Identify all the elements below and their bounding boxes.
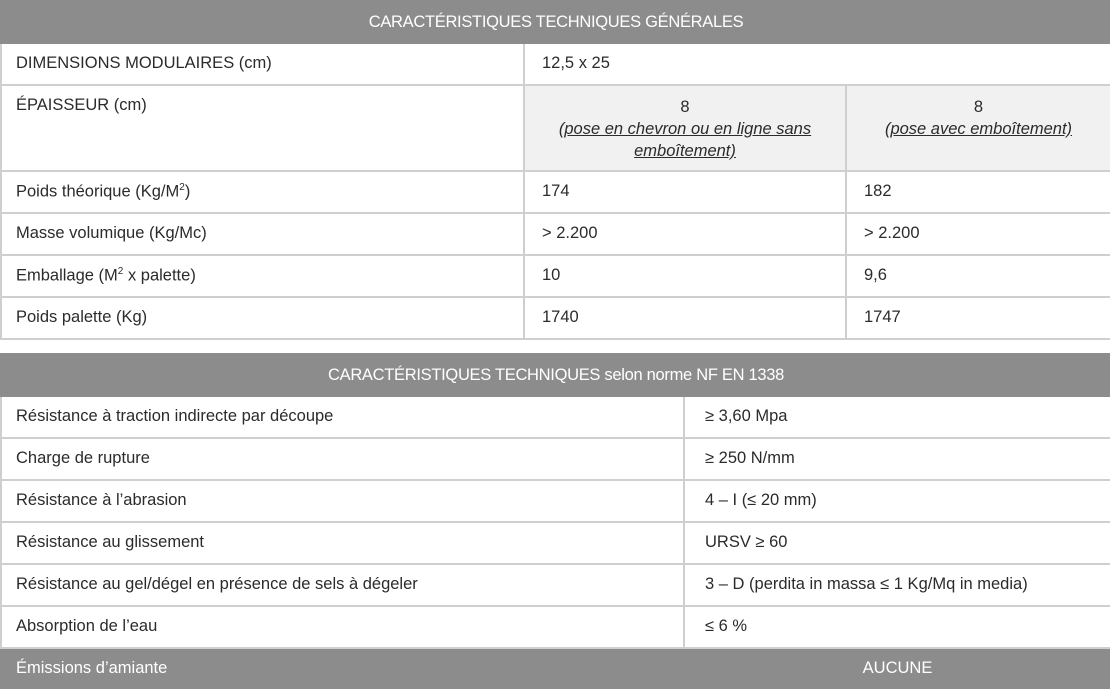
row-value-2: 1747: [846, 297, 1110, 339]
epaisseur-col2-value: 8: [973, 98, 984, 116]
row-value-1: > 2.200: [524, 213, 846, 255]
norm-row-value: ≤ 6 %: [684, 606, 1110, 648]
row-label-sup: 2: [117, 266, 124, 277]
row-label-text: ): [184, 182, 191, 201]
norm-row-label: Résistance à l’abrasion: [1, 480, 684, 522]
asbestos-value: AUCUNE: [684, 648, 1110, 688]
epaisseur-label: ÉPAISSEUR (cm): [1, 85, 524, 171]
norm-row-value: 4 – I (≤ 20 mm): [684, 480, 1110, 522]
norm-row-value: ≥ 3,60 Mpa: [684, 396, 1110, 438]
row-value-1: 10: [524, 255, 846, 297]
row-value-2: 9,6: [846, 255, 1110, 297]
norm-row-label: Résistance à traction indirecte par découpe: [1, 396, 684, 438]
row-value-2: 182: [846, 171, 1110, 213]
row-label: Masse volumique (Kg/Mc): [1, 213, 524, 255]
row-label: Poids palette (Kg): [1, 297, 524, 339]
row-value-1: 1740: [524, 297, 846, 339]
norm-row-value: ≥ 250 N/mm: [684, 438, 1110, 480]
row-value-1: 174: [524, 171, 846, 213]
epaisseur-col1: [524, 85, 846, 171]
table-gap: [0, 340, 1110, 353]
general-specs-header: CARACTÉRISTIQUES TECHNIQUES GÉNÉRALES: [1, 1, 1110, 43]
epaisseur-col1-value: 8: [680, 98, 690, 116]
row-label-text: Poids théorique (Kg/M: [16, 182, 180, 201]
row-label-text: x palette): [123, 266, 196, 285]
row-value-2: > 2.200: [846, 213, 1110, 255]
epaisseur-col2: [846, 85, 1110, 171]
norm-row-value: 3 – D (perdita in massa ≤ 1 Kg/Mq in media): [684, 564, 1110, 606]
norm-row-label: Absorption de l’eau: [1, 606, 684, 648]
norm-row-value: URSV ≥ 60: [684, 522, 1110, 564]
norm-row-label: Résistance au glissement: [1, 522, 684, 564]
norm-specs-table: [0, 353, 1110, 689]
dimensions-value: 12,5 x 25: [524, 43, 1110, 85]
norm-specs-header: CARACTÉRISTIQUES TECHNIQUES selon norme NF EN 1338: [1, 354, 1110, 396]
epaisseur-col2-note: (pose avec emboîtement): [884, 120, 1073, 138]
row-label: [1, 255, 524, 297]
asbestos-label: Émissions d’amiante: [1, 648, 684, 688]
norm-row-label: Résistance au gel/dégel en présence de sels à dégeler: [1, 564, 684, 606]
dimensions-label: DIMENSIONS MODULAIRES (cm): [1, 43, 524, 85]
row-label-text: Emballage (M: [16, 266, 118, 285]
row-label: [1, 171, 524, 213]
row-label-sup: 2: [179, 182, 185, 193]
norm-row-label: Charge de rupture: [1, 438, 684, 480]
epaisseur-col1-note: (pose en chevron ou en ligne sans emboîtement): [558, 120, 812, 160]
general-specs-table: [0, 0, 1110, 340]
